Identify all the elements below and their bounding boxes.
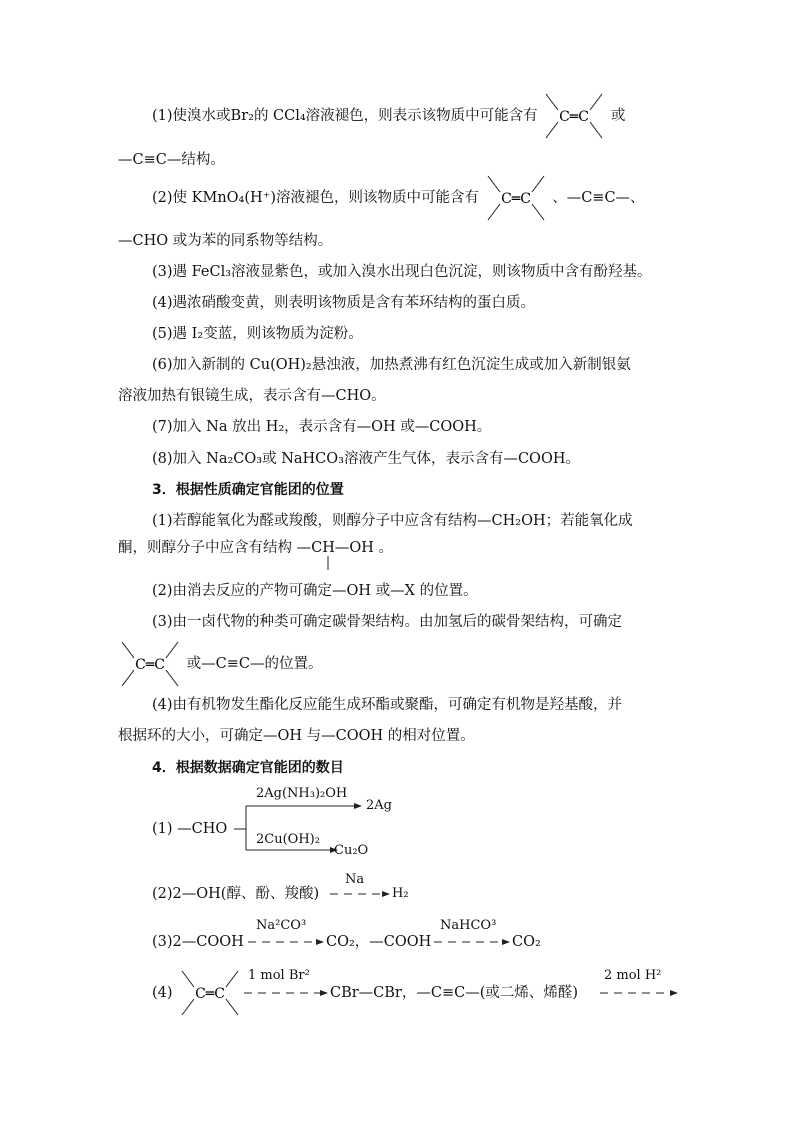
reaction-4-arrow-2 xyxy=(600,988,678,998)
reaction-2-arrow xyxy=(330,889,390,899)
alkene-structure-diagram xyxy=(542,92,606,140)
item-8: (8)加入 Na₂CO₃或 NaHCO₃溶液产生气体，表示含有—COOH。 xyxy=(152,451,580,467)
reaction-1-bottom-reagent: 2Cu(OH)₂ xyxy=(256,832,320,847)
item-2-line xyxy=(152,188,645,208)
reaction-1-top-product: 2Ag xyxy=(366,798,392,813)
alkene-structure-diagram xyxy=(118,640,182,688)
section-3-p1d: 。 xyxy=(378,540,393,556)
section-4-heading: 4．根据数据确定官能团的数目 xyxy=(152,760,344,776)
item-1-text: (1)使溴水或Br₂的 CCl₄溶液褪色，则表示该物质中可能含有 xyxy=(152,108,538,124)
secondary-alcohol-structure xyxy=(297,538,374,558)
reaction-3-arrow-2 xyxy=(434,937,510,947)
item-5: (5)遇 I₂变蓝，则该物质为淀粉。 xyxy=(152,326,363,342)
alkene-structure xyxy=(484,188,548,208)
section-3-p1a: (1)若醇能氧化为醛或羧酸，则醇分子中应含有结构—CH₂OH；若能氧化成 xyxy=(152,513,633,529)
alkene-structure xyxy=(178,983,242,1003)
item-1-cont: —C≡C—结构。 xyxy=(118,152,225,168)
item-1-line xyxy=(152,106,625,126)
section-3-heading: 3．根据性质确定官能团的位置 xyxy=(152,482,344,498)
alkene-label: C═C xyxy=(500,191,531,207)
alkene-structure xyxy=(542,106,606,126)
reaction-4-reagent-1: 1 mol Br² xyxy=(248,968,310,983)
item-4: (4)遇浓硝酸变黄，则表明该物质是含有苯环结构的蛋白质。 xyxy=(152,295,536,311)
alkene-structure xyxy=(118,654,182,674)
section-3-p3b-line xyxy=(118,654,322,674)
alkene-structure-diagram xyxy=(178,969,242,1017)
reaction-1-left: (1) —CHO xyxy=(152,821,228,837)
reaction-2-reagent: Na xyxy=(345,872,365,887)
section-3-p3b: 或—C≡C—的位置。 xyxy=(186,656,323,672)
section-3-p4a: (4)由有机物发生酯化反应能生成环酯或聚酯，可确定有机物是羟基酸，并 xyxy=(152,697,623,713)
item-6b: 溶液加热有银镜生成，表示含有—CHO。 xyxy=(118,388,386,404)
reaction-4-left: (4) xyxy=(152,985,173,1001)
reaction-1-bottom-product: Cu₂O xyxy=(334,843,369,858)
reaction-4-product-1: CBr—CBr，—C≡C—(或二烯、烯醛) xyxy=(330,985,579,1001)
alkene-label: C═C xyxy=(135,657,165,673)
secondary-alcohol-formula: —CH—OH xyxy=(296,540,374,556)
item-7: (7)加入 Na 放出 H₂，表示含有—OH 或—COOH。 xyxy=(152,419,492,435)
section-3-p3a: (3)由一卤代物的种类可确定碳骨架结构。由加氢后的碳骨架结构，可确定 xyxy=(152,614,623,630)
alkene-label: C═C xyxy=(559,109,590,125)
reaction-3-reagent-2: NaHCO³ xyxy=(440,918,497,933)
reaction-1-top-reagent: 2Ag(NH₃)₂OH xyxy=(256,786,348,801)
reaction-3-product-1: CO₂，—COOH xyxy=(326,934,432,950)
section-3-p1b: 酮，则醇分子中应含有结构 xyxy=(118,540,292,556)
item-1-or: 或 xyxy=(610,108,626,124)
reaction-2-left: (2)2—OH(醇、酚、羧酸) xyxy=(152,886,320,902)
reaction-3-left: (3)2—COOH xyxy=(152,934,244,950)
alkene-structure-diagram xyxy=(484,174,548,222)
vertical-bond xyxy=(326,556,330,570)
section-3-p4b: 根据环的大小，可确定—OH 与—COOH 的相对位置。 xyxy=(118,728,475,744)
item-2-cont: —CHO 或为苯的同系物等结构。 xyxy=(118,233,333,249)
reaction-3-product-2: CO₂ xyxy=(512,934,541,950)
reaction-3-reagent-1: Na²CO³ xyxy=(256,918,307,933)
alkene-label: C═C xyxy=(195,986,225,1002)
item-6a: (6)加入新制的 Cu(OH)₂悬浊液，加热煮沸有红色沉淀生成或加入新制银氨 xyxy=(152,357,631,373)
item-3: (3)遇 FeCl₃溶液显紫色，或加入溴水出现白色沉淀，则该物质中含有酚羟基。 xyxy=(152,264,652,280)
reaction-2-product: H₂ xyxy=(392,886,409,901)
section-3-p2: (2)由消去反应的产物可确定—OH 或—X 的位置。 xyxy=(152,583,478,599)
section-3-p1b-line xyxy=(118,538,393,558)
item-2-tail: 、—C≡C—、 xyxy=(552,190,645,206)
item-2-text: (2)使 KMnO₄(H⁺)溶液褪色，则该物质中可能含有 xyxy=(152,190,479,206)
reaction-3-arrow-1 xyxy=(248,937,324,947)
reaction-4-arrow-1 xyxy=(244,988,328,998)
reaction-4-reagent-2: 2 mol H² xyxy=(604,968,662,983)
